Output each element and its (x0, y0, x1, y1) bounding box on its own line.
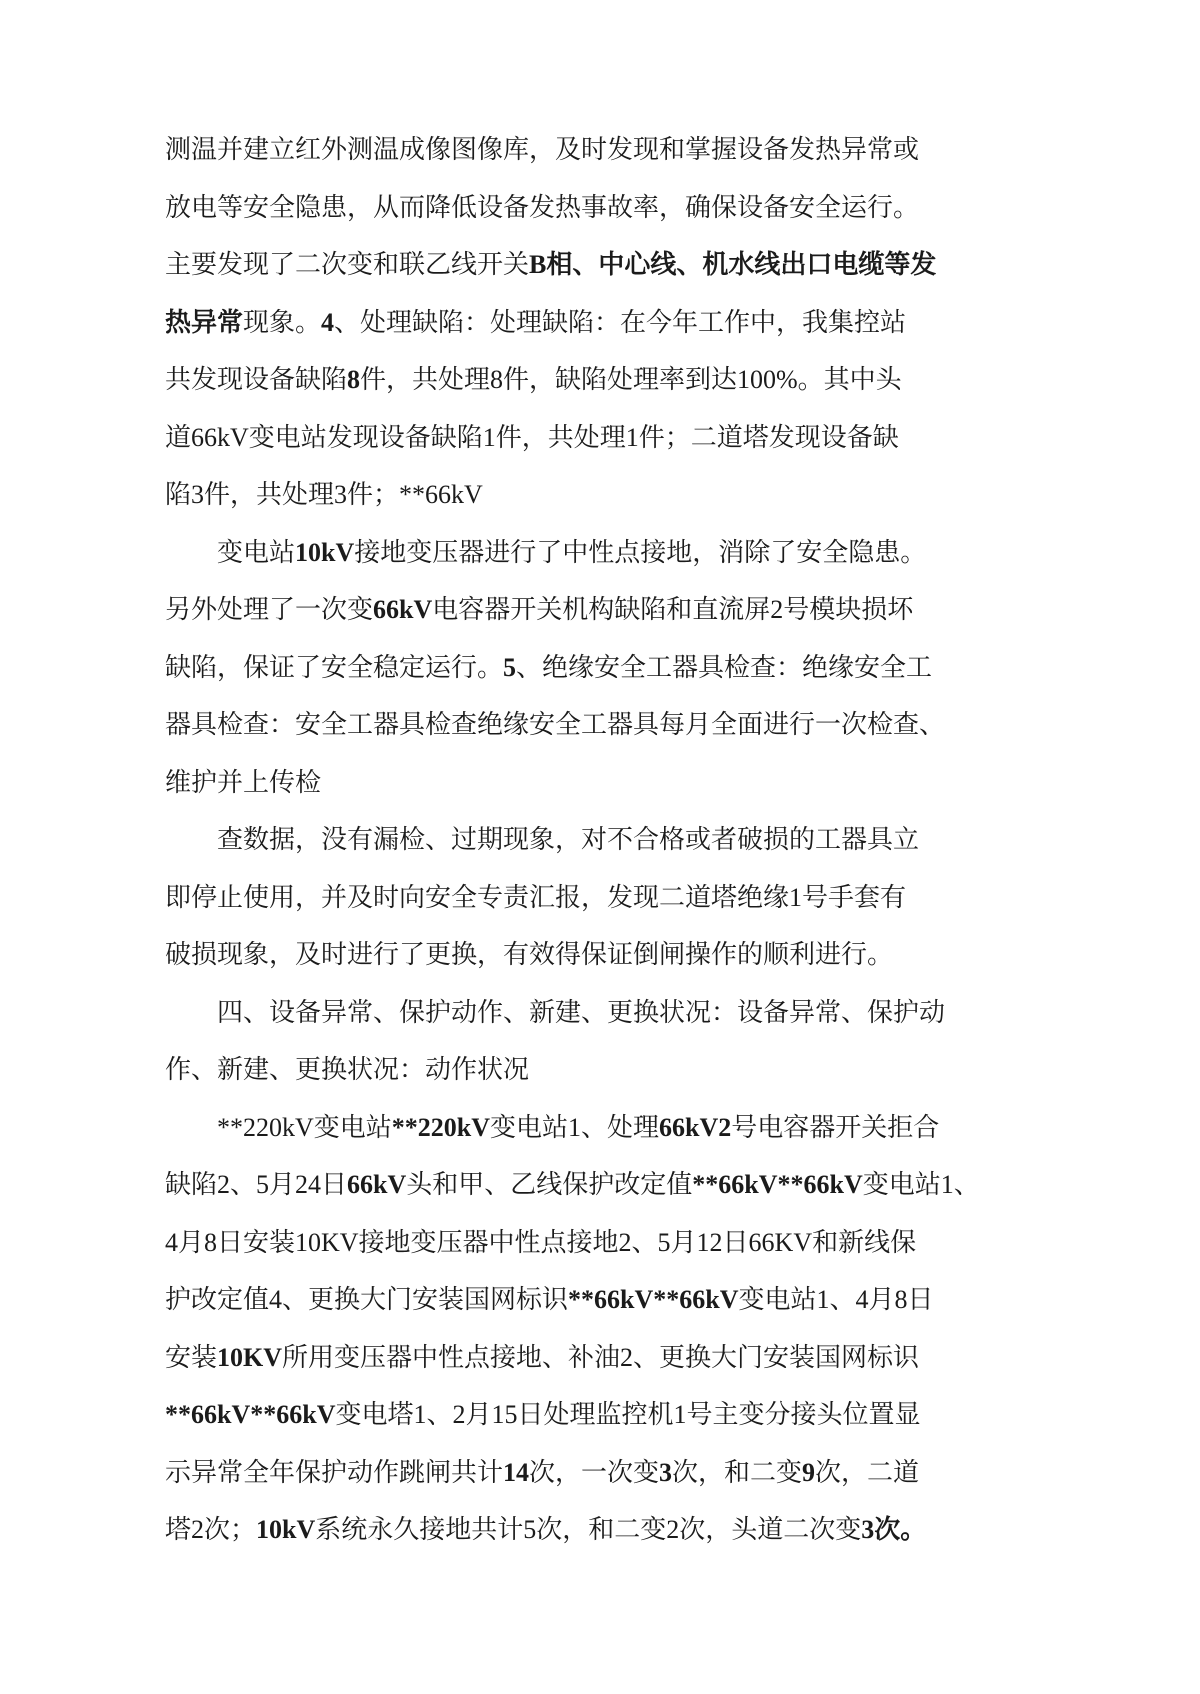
text-line (165, 1214, 1045, 1272)
bold-text-run: **66kV**66kV (568, 1285, 739, 1314)
text-run: 变电塔1、2月15日处理监控机1号主变分接头位置显 (335, 1400, 921, 1429)
text-run: 件，共处理8件，缺陷处理率到达100%。其中头 (360, 365, 902, 394)
text-line (165, 466, 1045, 524)
text-line (165, 1501, 1045, 1559)
text-run: 4月8日安装10KV接地变压器中性点接地2、5月12日66KV和新线保 (165, 1227, 917, 1257)
bold-text-run: 10kV (256, 1515, 316, 1544)
text-line (165, 754, 1045, 812)
bold-text-run: 5 (503, 652, 517, 682)
bold-text-run: 4 (321, 307, 335, 337)
text-run: 即停止使用，并及时向安全专责汇报，发现二道塔绝缘1号手套有 (165, 882, 907, 912)
bold-text-run: 8 (347, 365, 361, 394)
bold-text-run: 9 (802, 1457, 816, 1487)
text-run: 、绝缘安全工器具检查：绝缘安全工 (516, 652, 933, 682)
text-run: 道66kV变电站发现设备缺陷1件，共处理1件；二道塔发现设备缺 (165, 422, 899, 452)
bold-text-run: 3 (659, 1457, 673, 1487)
text-run: 示异常全年保护动作跳闸共计 (165, 1457, 504, 1487)
text-run: 另外处理了一次变 (165, 595, 374, 624)
bold-text-run: B相、中心线、机水线出口电缆等发 (529, 250, 937, 279)
text-run: 、处理缺陷：处理缺陷：在今年工作中，我集控站 (334, 307, 907, 337)
bold-text-run: 3次。 (861, 1515, 927, 1544)
text-line (165, 121, 1045, 179)
document-body (165, 121, 1045, 1559)
bold-text-run: 66kV2 (659, 1112, 732, 1142)
text-run: 次，二道 (815, 1457, 920, 1487)
text-run: 测温并建立红外测温成像图像库，及时发现和掌握设备发热异常或 (165, 135, 920, 164)
text-line (165, 351, 1045, 409)
text-line (165, 581, 1045, 639)
text-line (165, 179, 1045, 237)
text-run: 头和甲、乙线保护改定值 (406, 1170, 693, 1199)
text-line (165, 409, 1045, 467)
text-run: 陷3件，共处理3件；**66kV (165, 480, 483, 509)
text-run: 次，和二变 (672, 1457, 803, 1487)
bold-text-run: 热异常 (165, 307, 244, 337)
text-run: 变电站 (217, 537, 296, 567)
text-run: 护改定值4、更换大门安装国网标识 (165, 1285, 569, 1314)
bold-text-run: 66kV (347, 1170, 407, 1199)
text-line (165, 294, 1045, 352)
text-run: 作、新建、更换状况：动作状况 (165, 1055, 530, 1084)
text-run: 塔2次； (165, 1515, 257, 1544)
text-run: 主要发现了二次变和联乙线开关 (165, 250, 530, 279)
bold-text-run: 66kV (373, 595, 433, 624)
text-run: 缺陷，保证了安全稳定运行。 (165, 652, 504, 682)
bold-text-run: 14 (503, 1457, 530, 1487)
text-line (165, 1386, 1045, 1444)
text-run: 维护并上传检 (165, 767, 322, 797)
text-run: 现象。 (243, 307, 322, 337)
text-run: 放电等安全隐患，从而降低设备发热事故率，确保设备安全运行。 (165, 192, 920, 222)
bold-text-run: 10KV (217, 1342, 283, 1372)
text-run: 号电容器开关拒合 (731, 1112, 940, 1142)
text-run: 器具检查：安全工器具检查绝缘安全工器具每月全面进行一次检查、 (165, 710, 946, 739)
text-line (165, 1271, 1045, 1329)
text-line (165, 1156, 1045, 1214)
text-line (165, 1444, 1045, 1502)
bold-text-run: **66kV**66kV (165, 1400, 336, 1429)
paragraph-first-line (165, 524, 1045, 582)
text-line (165, 1329, 1045, 1387)
text-run: 共发现设备缺陷 (165, 365, 348, 394)
text-line (165, 236, 1045, 294)
bold-text-run: **220kV (391, 1112, 491, 1142)
text-run: 破损现象，及时进行了更换，有效得保证倒闸操作的顺利进行。 (165, 940, 894, 969)
text-run: **220kV变电站 (217, 1112, 392, 1142)
text-run: 所用变压器中性点接地、补油2、更换大门安装国网标识 (282, 1342, 920, 1372)
paragraph-first-line (165, 811, 1045, 869)
text-run: 查数据，没有漏检、过期现象，对不合格或者破损的工器具立 (217, 825, 920, 854)
text-run: 变电站1、 (862, 1170, 980, 1199)
text-run: 电容器开关机构缺陷和直流屏2号模块损坏 (432, 595, 914, 624)
text-run: 缺陷2、5月24日 (165, 1170, 348, 1199)
text-run: 系统永久接地共计5次，和二变2次，头道二次变 (315, 1515, 862, 1544)
text-run: 变电站1、4月8日 (738, 1285, 934, 1314)
text-line (165, 1041, 1045, 1099)
text-line (165, 639, 1045, 697)
section-heading-line (165, 984, 1045, 1042)
text-line (165, 926, 1045, 984)
bold-text-run: **66kV**66kV (692, 1170, 863, 1199)
text-run: 接地变压器进行了中性点接地，消除了安全隐患。 (354, 537, 927, 567)
text-run: 次，一次变 (529, 1457, 660, 1487)
text-line (165, 696, 1045, 754)
text-run: 安装 (165, 1342, 218, 1372)
text-run: 变电站1、处理 (490, 1112, 660, 1142)
bold-text-run: 10kV (295, 537, 355, 567)
text-run: 四、设备异常、保护动作、新建、更换状况：设备异常、保护动 (217, 997, 946, 1027)
text-line (165, 869, 1045, 927)
paragraph-first-line (165, 1099, 1045, 1157)
